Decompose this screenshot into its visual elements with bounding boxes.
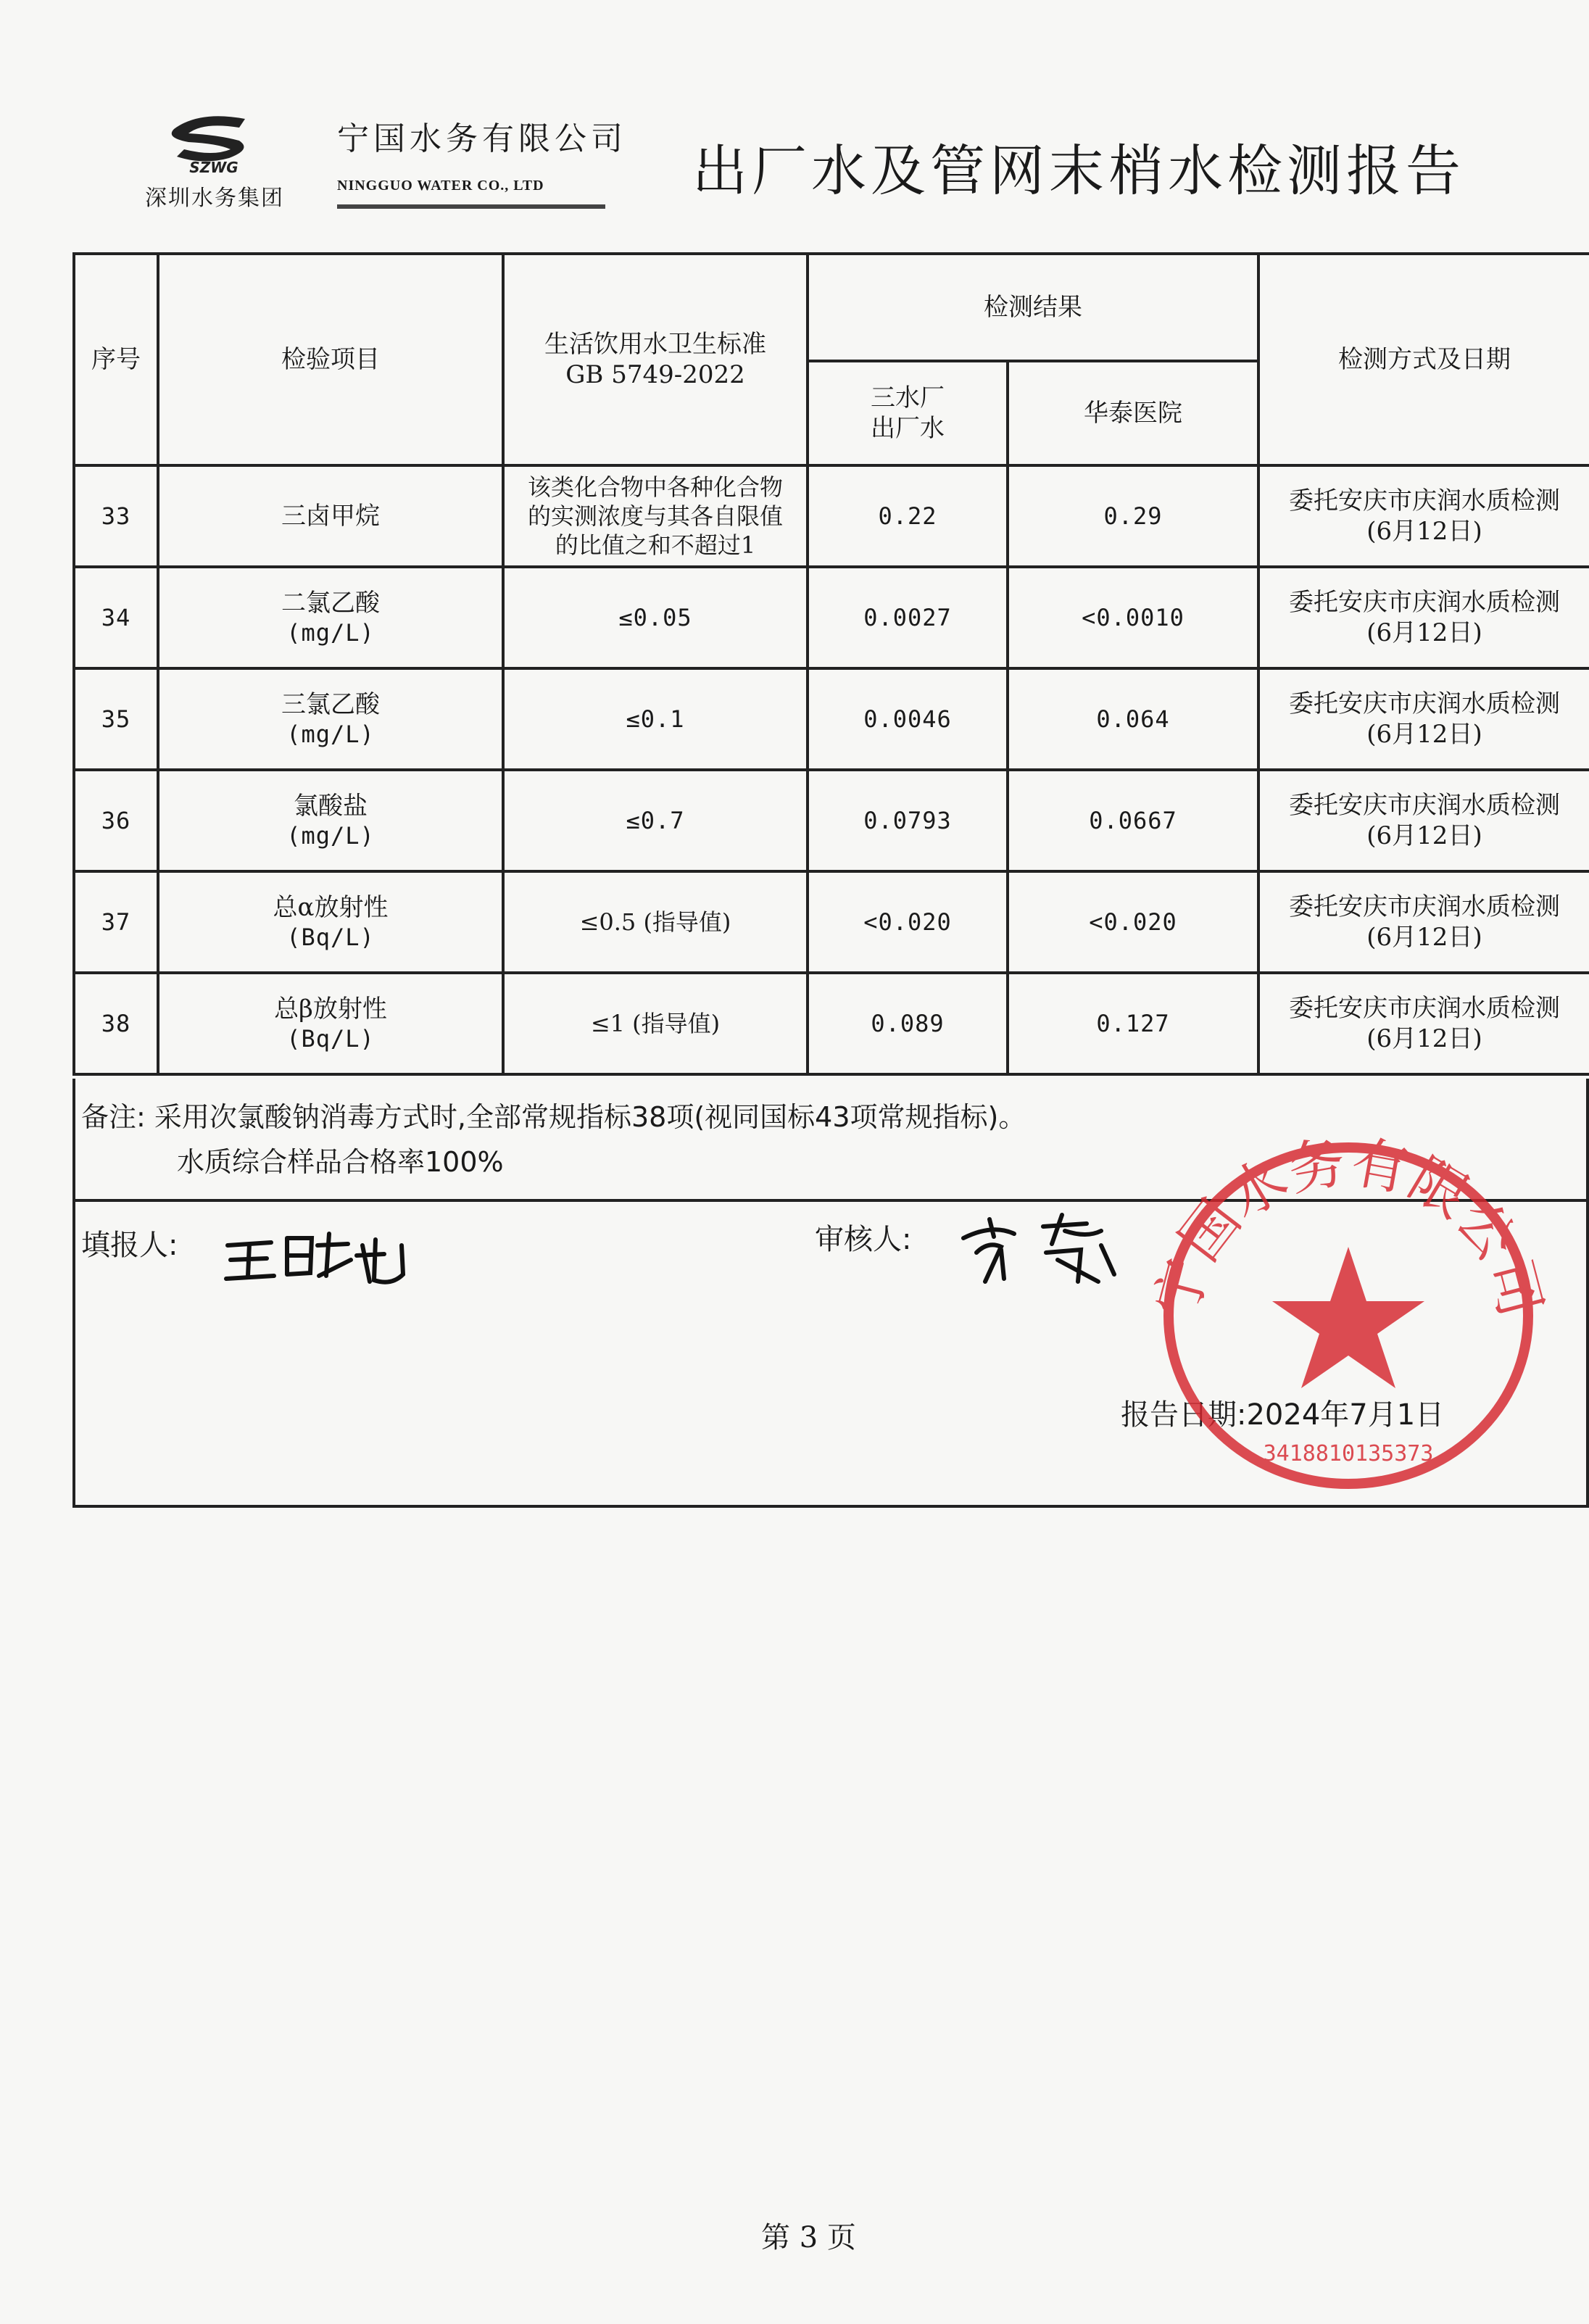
results-table [72,252,1589,1076]
row-method-lab: 委托安庆市庆润水质检测 [1289,587,1560,617]
row-value-site2: <0.0010 [1008,567,1258,668]
row-item [158,465,503,567]
row-value-site1: <0.020 [808,871,1008,973]
row-method-lab: 委托安庆市庆润水质检测 [1289,486,1560,515]
table-row [74,973,1589,1074]
row-item [158,567,503,668]
filler-label: 填报人: [81,1229,178,1262]
row-method [1258,770,1589,871]
company-underline [337,204,605,209]
company-name-block [337,112,627,209]
row-item-name: 二氯乙酸 [281,588,380,618]
row-method-date: (6月12日) [1366,923,1482,952]
row-item-name: 三氯乙酸 [281,689,380,719]
row-item-unit: (mg/L) [286,721,375,749]
row-standard: ≤0.05 [503,567,808,668]
table-row [74,770,1589,871]
reviewer-signature [956,1209,1123,1289]
header-standard [503,254,808,465]
row-standard-line3: 的比值之和不超过1 [555,531,756,559]
row-no: 38 [74,973,158,1074]
row-no: 34 [74,567,158,668]
logo-caption: 深圳水务集团 [145,186,284,211]
page-number: 第 3 页 [761,2221,856,2254]
row-item-name: 总β放射性 [274,994,387,1024]
note-line-2: 水质综合样品合格率100% [177,1146,504,1178]
row-value-site2: <0.020 [1008,871,1258,973]
row-method [1258,465,1589,567]
header-standard-line1: 生活饮用水卫生标准 [544,329,766,359]
row-value-site1: 0.0046 [808,668,1008,770]
row-method-lab: 委托安庆市庆润水质检测 [1289,689,1560,718]
row-value-site2: 0.29 [1008,465,1258,567]
star-icon [1272,1247,1424,1388]
row-method [1258,668,1589,770]
row-value-site1: 0.0027 [808,567,1008,668]
row-method-date: (6月12日) [1366,517,1482,546]
table-row [74,567,1589,668]
row-value-site2: 0.0667 [1008,770,1258,871]
row-value-site2: 0.064 [1008,668,1258,770]
row-no: 33 [74,465,158,567]
row-standard-line1: 该类化合物中各种化合物 [527,473,783,501]
header-site2: 华泰医院 [1008,361,1258,465]
row-item-name: 氯酸盐 [294,791,368,821]
document-title: 出厂水及管网末梢水检测报告 [692,138,1465,203]
table-row [74,871,1589,973]
header-site1 [808,361,1008,465]
row-value-site1: 0.089 [808,973,1008,1074]
row-method-date: (6月12日) [1366,720,1482,749]
row-standard: ≤0.5 (指导值) [503,871,808,973]
row-method [1258,871,1589,973]
filler-signature [220,1224,409,1289]
header-no: 序号 [74,254,158,465]
row-method [1258,973,1589,1074]
row-no: 36 [74,770,158,871]
header-method: 检测方式及日期 [1258,254,1589,465]
row-item [158,668,503,770]
row-method-lab: 委托安庆市庆润水质检测 [1289,892,1560,921]
header-site1-line1: 三水厂 [871,383,945,412]
row-method-date: (6月12日) [1366,618,1482,647]
header-site1-line2: 出厂水 [871,414,945,443]
row-item [158,973,503,1074]
header-standard-line2: GB 5749-2022 [565,360,745,389]
table-row [74,668,1589,770]
row-standard: ≤0.1 [503,668,808,770]
official-seal [1131,1120,1566,1504]
seal-code: 3418810135373 [1263,1441,1434,1466]
row-value-site1: 0.0793 [808,770,1008,871]
row-method-date: (6月12日) [1366,821,1482,850]
company-logo [145,109,312,232]
row-standard [503,465,808,567]
row-standard: ≤1 (指导值) [503,973,808,1074]
row-no: 35 [74,668,158,770]
row-method-lab: 委托安庆市庆润水质检测 [1289,993,1560,1023]
szwg-logo-icon [159,109,268,174]
row-method-lab: 委托安庆市庆润水质检测 [1289,790,1560,820]
seal-text: 宁国水务有限公司 [1143,1129,1553,1324]
row-method-date: (6月12日) [1366,1024,1482,1053]
row-item-name: 三卤甲烷 [281,501,380,531]
row-item-unit: (mg/L) [286,822,375,850]
table-row [74,465,1589,567]
table-header-row [74,254,1589,361]
header-item: 检验项目 [158,254,503,465]
row-item-name: 总α放射性 [273,892,389,922]
row-item-unit: (mg/L) [286,619,375,647]
row-value-site1: 0.22 [808,465,1008,567]
row-item-unit: (Bq/L) [286,1025,375,1053]
report-date-value: 2024年7月1日 [1246,1398,1445,1432]
header-results: 检测结果 [808,254,1258,361]
company-name-cn: 宁国水务有限公司 [337,120,627,157]
logo-abbr: SZWG [189,159,238,174]
row-standard: ≤0.7 [503,770,808,871]
company-name-en: NINGGUO WATER CO., LTD [337,178,544,194]
row-method [1258,567,1589,668]
note-line-1: 备注: 采用次氯酸钠消毒方式时,全部常规指标38项(视同国标43项常规指标)。 [81,1101,1026,1133]
row-item-unit: (Bq/L) [286,924,375,952]
report-date-label: 报告日期: [1121,1398,1247,1432]
row-standard-line2: 的实测浓度与其各自限值 [527,502,783,530]
row-item [158,871,503,973]
row-item [158,770,503,871]
reviewer-label: 审核人: [815,1223,912,1256]
row-no: 37 [74,871,158,973]
row-value-site2: 0.127 [1008,973,1258,1074]
